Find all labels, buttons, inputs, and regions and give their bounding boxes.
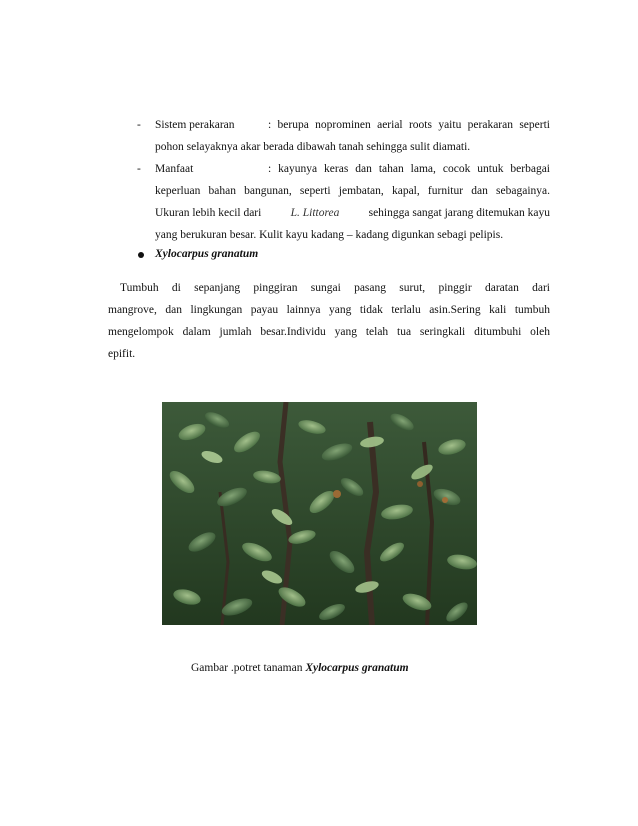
- species-ref-littorea: L. Littorea: [290, 207, 340, 219]
- figure-caption: [191, 662, 409, 674]
- paragraph-line-2: mangrove, dan lingkungan payau lainnya yang tidak terlalu asin.Sering kali tumbuh: [108, 304, 550, 316]
- list-dash-2: -: [137, 163, 141, 175]
- foliage-illustration: [162, 402, 477, 625]
- item-desc-benefit-line-2: keperluan bahan bangunan, seperti jembatan, kapal, furnitur dan sebagainya.: [155, 185, 550, 197]
- caption-species: Xylocarpus granatum: [305, 662, 409, 674]
- bullet-icon: [138, 252, 144, 258]
- paragraph-line-1: Tumbuh di sepanjang pinggiran sungai pasang surut, pinggir daratan dari: [120, 282, 550, 294]
- item-desc-benefit-line-3: [155, 207, 550, 219]
- caption-prefix: Gambar .potret tanaman: [191, 662, 303, 674]
- benefit-line-3-pre: Ukuran lebih kecil dari: [155, 207, 262, 219]
- item-desc-root-line-2: pohon selayaknya akar berada dibawah tanah sehingga sulit diamati.: [155, 141, 471, 153]
- list-dash-1: -: [137, 119, 141, 131]
- plant-photo: [162, 402, 477, 625]
- item-label-root-system: Sistem perakaran: [155, 119, 235, 131]
- benefit-line-3-post: sehingga sangat jarang ditemukan kayu: [368, 207, 550, 219]
- paragraph-line-3: mengelompok dalam jumlah besar.Individu yang telah tua seringkali ditumbuhi oleh: [108, 326, 550, 338]
- item-label-benefit: Manfaat: [155, 163, 194, 175]
- item-desc-benefit-line-4: yang berukuran besar. Kulit kayu kadang – kadang digunkan sebagi pelipis.: [155, 229, 504, 241]
- species-heading: Xylocarpus granatum: [155, 248, 259, 260]
- item-desc-benefit-line-1: : kayunya keras dan tahan lama, cocok untuk berbagai: [268, 163, 550, 175]
- item-desc-root-line-1: : berupa noprominen aerial roots yaitu perakaran seperti: [268, 119, 550, 131]
- paragraph-line-4: epifit.: [108, 348, 136, 360]
